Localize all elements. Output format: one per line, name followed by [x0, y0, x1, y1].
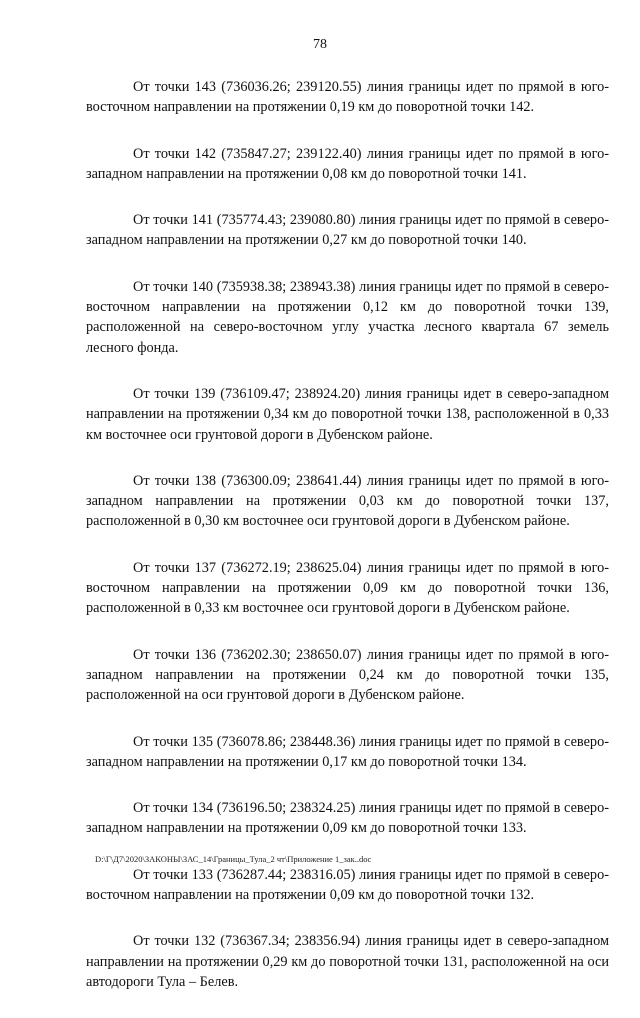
document-body — [86, 77, 609, 1018]
paragraph-point-136: От точки 136 (736202.30; 238650.07) линия границы идет по прямой в юго-западном направлении на протяжении 0,24 км до поворотной точки 135, расположенной на оси грунтовой дороги в Дубенском районе. — [86, 646, 609, 704]
paragraph-point-134: От точки 134 (736196.50; 238324.25) линия границы идет по прямой в северо-западном направлении на протяжении 0,09 км до поворотной точки 133. — [86, 800, 609, 837]
footer-file-path: D:\Г\Д7\2020\ЗАКОНЫ\ЗАС_14\Границы_Тула_2 чт\Приложение 1_зак..doc — [95, 854, 372, 864]
paragraph-point-132: От точки 132 (736367.34; 238356.94) линия границы идет в северо-западном направлении на протяжении 0,29 км до поворотной точки 131, расположенной на оси автодороги Тула – Белев. — [86, 933, 609, 990]
paragraph-point-137: От точки 137 (736272.19; 238625.04) линия границы идет по прямой в юго-восточном направлении на протяжении 0,09 км до поворотной точки 136, расположенной в 0,33 км восточнее оси грунтовой дороги в Дубенском районе. — [86, 559, 609, 617]
paragraph-point-135: От точки 135 (736078.86; 238448.36) линия границы идет по прямой в северо-западном направлении на протяжении 0,17 км до поворотной точки 134. — [86, 733, 609, 770]
paragraph-point-140: От точки 140 (735938.38; 238943.38) линия границы идет по прямой в северо-восточном направлении на протяжении 0,12 км до поворотной точки 139, расположенной на северо-восточном углу участка лесного квартала 67 земель лесного фонда. — [86, 278, 609, 356]
paragraph-point-139: От точки 139 (736109.47; 238924.20) линия границы идет в северо-западном направлении на протяжении 0,34 км до поворотной точки 138, расположенной в 0,33 км восточнее оси грунтовой дороги в Дубенском районе. — [86, 385, 609, 443]
paragraph-point-133: От точки 133 (736287.44; 238316.05) линия границы идет по прямой в северо-восточном направлении на протяжении 0,09 км до поворотной точки 132. — [86, 866, 609, 904]
paragraph-point-141: От точки 141 (735774.43; 239080.80) линия границы идет по прямой в северо-западном направлении на протяжении 0,27 км до поворотной точки 140. — [86, 212, 609, 249]
paragraph-point-143: От точки 143 (736036.26; 239120.55) линия границы идет по прямой в юго-восточном направлении на протяжении 0,19 км до поворотной точки 142. — [86, 79, 609, 116]
paragraph-point-138: От точки 138 (736300.09; 238641.44) линия границы идет по прямой в юго-западном направлении на протяжении 0,03 км до поворотной точки 137, расположенной в 0,30 км восточнее оси грунтовой дороги в Дубенском районе. — [86, 472, 609, 530]
paragraph-point-142: От точки 142 (735847.27; 239122.40) линия границы идет по прямой в юго-западном направлении на протяжении 0,08 км до поворотной точки 141. — [86, 145, 609, 182]
page-number: 78 — [313, 37, 327, 52]
